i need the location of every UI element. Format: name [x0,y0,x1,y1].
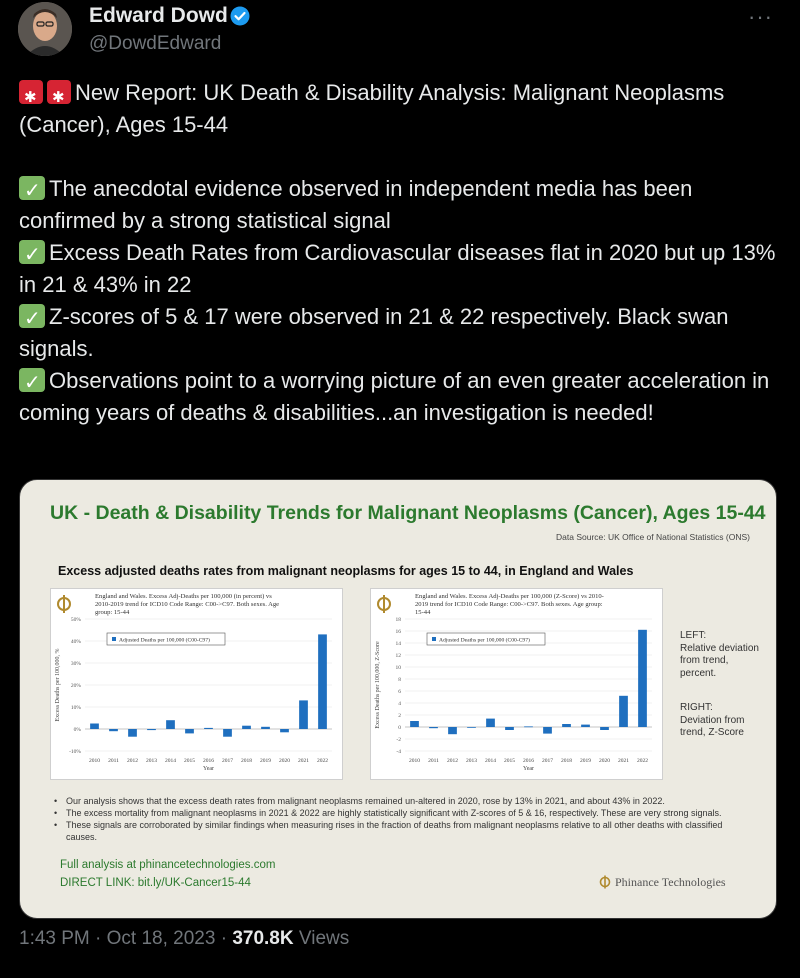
card-title: UK - Death & Disability Trends for Malignant Neoplasms (Cancer), Ages 15-44 [50,502,766,524]
tweet-point: ✓Z-scores of 5 & 17 were observed in 21 & 22 respectively. Black swan signals. [19,301,787,365]
bar [467,727,476,728]
user-handle[interactable]: @DowdEdward [89,33,222,54]
y-tick-label: 40% [70,639,81,645]
bar [109,729,118,731]
y-tick-label: 18 [395,617,401,623]
bar [261,727,270,729]
x-tick-label: 2013 [146,758,157,764]
x-tick-label: 2017 [542,758,553,764]
bar [581,725,590,727]
y-tick-label: 6 [398,689,401,695]
bar [223,729,232,737]
tweet-point: ✓The anecdotal evidence observed in independent media has been confirmed by a strong statistical signal [19,173,787,237]
tweet-header [0,0,800,70]
check-mark-icon [19,240,45,264]
x-tick-label: 2019 [580,758,591,764]
y-axis-label: Excess Deaths per 100,000, Z-Score [375,641,381,729]
bar [486,719,495,727]
phinance-logo-icon [598,875,612,889]
x-tick-label: 2016 [523,758,534,764]
left-chart [50,588,343,780]
attached-image-card[interactable] [19,479,777,919]
phinance-logo-icon [58,595,70,613]
x-tick-label: 2017 [222,758,233,764]
x-tick-label: 2014 [485,758,496,764]
bar [147,729,156,730]
tweet-point: ✓Observations point to a worrying picture of an even greater acceleration in coming years of deaths & disabilities...an investigation is needed! [19,365,787,429]
check-mark-icon [19,368,45,392]
x-tick-label: 2012 [127,758,138,764]
finding-item: • The excess mortality from malignant neoplasms in 2021 & 2022 are highly statistically significant with Z-scores of 5 & 16, respectively. These are very strong signals. [52,807,752,819]
x-tick-label: 2012 [447,758,458,764]
x-axis-label: Year [202,766,215,772]
y-tick-label: 2 [398,713,401,719]
bar [242,726,251,729]
x-tick-label: 2010 [89,758,100,764]
finding-item: • These signals are corroborated by similar findings when measuring rises in the fraction of deaths from malignant neoplasms relative to all other deaths with classified causes. [52,819,752,843]
y-tick-label: -2 [396,737,401,743]
x-tick-label: 2019 [260,758,271,764]
left-chart-note: LEFT: Relative deviation from trend, percent. [680,630,759,679]
x-tick-label: 2022 [317,758,328,764]
bar [448,727,457,734]
views-label: Views [293,928,350,949]
data-source-label: Data Source: UK Office of National Statistics (ONS) [556,532,750,542]
bar [600,727,609,730]
analysis-link: Full analysis at phinancetechnologies.com [60,859,276,871]
z-score-chart [371,589,664,781]
x-tick-label: 2018 [561,758,572,764]
bar [562,724,571,727]
display-name[interactable]: Edward Dowd [89,4,228,27]
verified-badge-icon [230,6,250,26]
x-tick-label: 2016 [203,758,214,764]
bar [410,721,419,727]
tweet-headline: ✱✱New Report: UK Death & Disability Analysis: Malignant Neoplasms (Cancer), Ages 15-44 [19,77,787,141]
y-tick-label: 4 [398,701,401,707]
bar [280,729,289,732]
brand-label: Phinance Technologies [598,875,726,890]
direct-link: DIRECT LINK: bit.ly/UK-Cancer15-44 [60,877,251,889]
right-chart-note: RIGHT: Deviation from trend, Z-Score [680,702,745,738]
chart-title: 2019 trend for ICD10 Code Range: C00->C97. Both sexes. Age group: [415,601,603,608]
bar [185,729,194,733]
chart-title: group: 15-44 [95,609,130,616]
x-tick-label: 2022 [637,758,648,764]
legend-swatch [432,637,436,641]
y-axis-label: Excess Deaths per 100,000, % [55,648,61,722]
y-tick-label: -4 [396,749,401,755]
bar [619,696,628,727]
y-tick-label: 16 [395,629,401,635]
chart-title: 15-44 [415,609,431,616]
x-tick-label: 2018 [241,758,252,764]
y-tick-label: 10% [70,705,81,711]
view-count: 370.8K [232,928,294,949]
percent-deviation-chart [51,589,344,781]
y-tick-label: 8 [398,677,401,683]
x-tick-label: 2014 [165,758,176,764]
chart-title: England and Wales. Excess Adj-Deaths per 100,000 (Z-Score) vs 2010- [415,593,604,600]
finding-item: • Our analysis shows that the excess death rates from malignant neoplasms remained un-altered in 2020, rose by 13% in 2021, and about 43% in 2022. [52,795,752,807]
x-tick-label: 2010 [409,758,420,764]
bar [166,720,175,729]
x-tick-label: 2020 [279,758,290,764]
bar [204,728,213,729]
x-tick-label: 2020 [599,758,610,764]
phinance-logo-icon [378,595,390,613]
findings-list [52,795,752,843]
x-tick-label: 2021 [618,758,629,764]
x-tick-label: 2015 [504,758,515,764]
check-mark-icon [19,176,45,200]
avatar[interactable] [18,2,72,56]
x-tick-label: 2013 [466,758,477,764]
bar [505,727,514,730]
y-tick-label: 0 [398,725,401,731]
right-chart [370,588,663,780]
legend-label: Adjusted Deaths per 100,000 (C00-C97) [439,637,530,644]
card-subtitle: Excess adjusted deaths rates from malignant neoplasms for ages 15 to 44, in England and Wales [58,564,634,578]
siren-icon [19,80,43,104]
timestamp[interactable]: 1:43 PM · Oct 18, 2023 · [19,928,233,949]
bar [543,727,552,734]
y-tick-label: 50% [70,617,81,623]
bar [638,630,647,727]
y-tick-label: 14 [395,641,401,647]
legend-swatch [112,637,116,641]
bar [524,726,533,727]
x-axis-label: Year [522,766,535,772]
chart-title: 2010-2019 trend for ICD10 Code Range: C00->C97. Both sexes. Age [95,601,280,608]
check-mark-icon [19,304,45,328]
siren-icon [47,80,71,104]
x-tick-label: 2011 [428,758,439,764]
y-tick-label: 20% [70,683,81,689]
y-tick-label: 0% [73,727,81,733]
chart-title: England and Wales. Excess Adj-Deaths per 100,000 (in percent) vs [95,593,272,600]
tweet-meta [19,928,349,950]
bar [299,700,308,729]
bar [318,634,327,729]
legend-label: Adjusted Deaths per 100,000 (C00-C97) [119,637,210,644]
y-tick-label: 30% [70,661,81,667]
y-tick-label: 10 [395,665,401,671]
y-tick-label: -10% [69,749,81,755]
more-options-icon[interactable]: ··· [748,4,773,29]
bar [90,724,99,730]
bar [128,729,137,737]
y-tick-label: 12 [395,653,401,659]
tweet-point: ✓Excess Death Rates from Cardiovascular diseases flat in 2020 but up 13% in 21 & 43% in 22 [19,237,787,301]
x-tick-label: 2015 [184,758,195,764]
x-tick-label: 2011 [108,758,119,764]
bar [429,727,438,728]
x-tick-label: 2021 [298,758,309,764]
tweet-text [19,77,787,429]
